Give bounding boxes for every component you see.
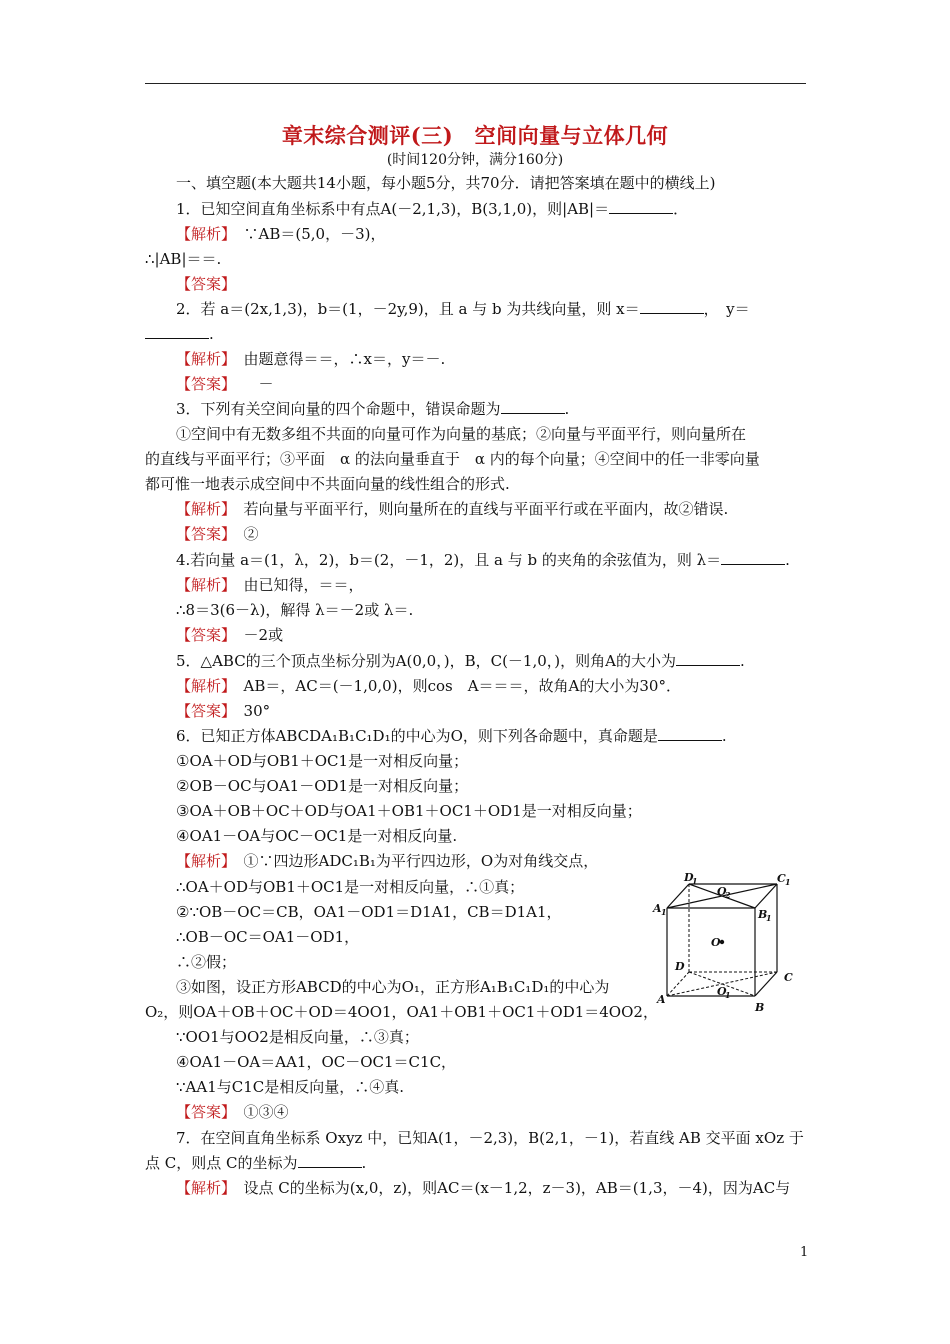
q6-option-4: ④OA1－OA与OC－OC1是一对相反向量. [176, 827, 458, 845]
jiexi-tag: 【解析】 [176, 225, 229, 243]
q6-solution-8: ∵OO1与OO2是相反向量，∴③真； [176, 1028, 419, 1046]
svg-text:1: 1 [661, 907, 667, 917]
q6-solution-5: ∴②假； [176, 953, 237, 971]
daan-tag: 【答案】 [176, 525, 229, 543]
jiexi-tag: 【解析】 [176, 576, 229, 594]
label-a: A [657, 993, 666, 1006]
q6-answer: 【答案】 ①③④ [176, 1103, 289, 1121]
q6-solution: 【解析】 ①∵四边形ADC₁B₁为平行四边形，O为对角线交点， [176, 852, 599, 870]
q6-solution-2: ∴OA＋OD与OB1＋OC1是一对相反向量，∴①真； [176, 878, 525, 896]
header-rule [145, 83, 806, 84]
q6-option-1: ①OA＋OD与OB1＋OC1是一对相反向量； [176, 752, 469, 770]
q5-stem: 5．△ABC的三个顶点坐标分别为A(0,0，)，B，C(－1,0，)，则角A的大小为 . [176, 652, 745, 670]
page-number: 1 [800, 1245, 809, 1260]
q7-stem: 7．在空间直角坐标系 Oxyz 中，已知A(1，－2,3)，B(2,1，－1)，若直线 AB 交平面 xOz 于 [176, 1129, 804, 1147]
svg-text:1: 1 [785, 877, 791, 887]
q2-answer: 【答案】 － [176, 375, 274, 393]
q1-solution-2: ∴|AB|＝＝. [145, 250, 222, 268]
q3-stem: 3．下列有关空间向量的四个命题中，错误命题为 . [176, 400, 570, 418]
q2-stem-2: . [145, 324, 214, 344]
q3-answer: 【答案】 ② [176, 525, 259, 543]
q5-solution: 【解析】 AB＝，AC＝(－1,0,0)，则cos A＝＝＝，故角A的大小为30°． [176, 677, 681, 695]
q6-solution-4: ∴OB－OC＝OA1－OD1， [176, 928, 360, 946]
section-heading: 一、填空题(本大题共14小题，每小题5分，共70分．请把答案填在题中的横线上) [176, 174, 716, 192]
label-o2: O [717, 885, 727, 898]
q2-stem: 2．若 a＝(2x,1,3)，b＝(1，－2y,9)，且 a 与 b 为共线向量，则 x＝ ， y＝ [176, 300, 750, 318]
q4-solution: 【解析】 由已知得，＝＝， [176, 576, 364, 594]
daan-tag: 【答案】 [176, 275, 229, 293]
q3-options-3: 都可惟一地表示成空间中不共面向量的线性组合的形式. [145, 475, 510, 493]
label-b: B [755, 1001, 765, 1014]
jiexi-tag: 【解析】 [176, 852, 229, 870]
q1-solution: 【解析】 ∵AB＝(5,0，－3)， [176, 225, 386, 243]
q6-solution-6: ③如图，设正方形ABCD的中心为O₁，正方形A₁B₁C₁D₁的中心为 [176, 978, 610, 996]
q2-solution: 【解析】 由题意得＝＝，∴x＝，y＝－. [176, 350, 446, 368]
jiexi-tag: 【解析】 [176, 677, 229, 695]
svg-text:1: 1 [692, 876, 698, 886]
daan-tag: 【答案】 [176, 375, 229, 393]
q4-answer: 【答案】 －2或 [176, 626, 284, 644]
q6-solution-9: ④OA1－OA＝AA1，OC－OC1＝C1C， [176, 1053, 457, 1071]
jiexi-tag: 【解析】 [176, 1179, 229, 1197]
q4-stem: 4.若向量 a＝(1，λ，2)，b＝(2，－1，2)，且 a 与 b 的夹角的余弦值为，则 λ＝ . [176, 551, 790, 569]
q1-stem: 1．已知空间直角坐标系中有点A(－2,1,3)，B(3,1,0)，则|AB|＝ ． [176, 200, 689, 218]
cube-figure [651, 866, 801, 1016]
label-d: D [675, 960, 685, 973]
jiexi-tag: 【解析】 [176, 500, 229, 518]
q3-options-2: 的直线与平面平行；③平面 α 的法向量垂直于 α 内的每个向量；④空间中的任一非零向量 [145, 450, 760, 468]
daan-tag: 【答案】 [176, 1103, 229, 1121]
label-d1: D [684, 871, 694, 884]
q6-stem: 6．已知正方体ABCDA₁B₁C₁D₁的中心为O，则下列各命题中，真命题是 . [176, 727, 727, 745]
edge-bc [755, 972, 777, 996]
q4-solution-2: ∴8＝3(6－λ)，解得 λ＝－2或 λ＝. [176, 601, 414, 619]
q6-option-3: ③OA＋OB＋OC＋OD与OA1＋OB1＋OC1＋OD1是一对相反向量； [176, 802, 642, 820]
q6-option-2: ②OB－OC与OA1－OD1是一对相反向量； [176, 777, 469, 795]
svg-text:1: 1 [725, 990, 731, 1000]
page-title: 章末综合测评(三) 空间向量与立体几何 [281, 123, 669, 148]
jiexi-tag: 【解析】 [176, 350, 229, 368]
q3-options-1: ①空间中有无数多组不共面的向量可作为向量的基底；②向量与平面平行，则向量所在 [176, 425, 747, 443]
label-a1: A [653, 902, 662, 915]
q3-solution: 【解析】 若向量与平面平行，则向量所在的直线与平面平行或在平面内，故②错误. [176, 500, 729, 518]
daan-tag: 【答案】 [176, 702, 229, 720]
label-o1: O [717, 985, 727, 998]
edge-ad-hidden [667, 972, 689, 996]
label-o: O [711, 936, 721, 949]
q6-solution-3: ②∵OB－OC＝CB，OA1－OD1＝D1A1，CB＝D1A1， [176, 903, 562, 921]
label-c: C [784, 971, 793, 984]
q6-solution-7: O₂，则OA＋OB＋OC＋OD＝4OO1，OA1＋OB1＋OC1＋OD1＝4OO2， [145, 1003, 658, 1021]
svg-text:1: 1 [766, 913, 772, 923]
q1-answer [176, 274, 244, 294]
label-b1: B [758, 908, 768, 921]
q7-solution: 【解析】 设点 C的坐标为(x,0，z)，则AC＝(x－1,2，z－3)，AB＝(1,3，－4)，因为AC与 [176, 1179, 791, 1197]
page-subtitle: (时间120分钟，满分160分) [386, 152, 564, 168]
q7-stem-2: 点 C，则点 C的坐标为 . [145, 1154, 367, 1172]
svg-text:2: 2 [725, 890, 731, 900]
daan-tag: 【答案】 [176, 626, 229, 644]
q6-solution-10: ∵AA1与C1C是相反向量，∴④真. [176, 1078, 405, 1096]
label-c1: C [777, 872, 786, 885]
q5-answer: 【答案】 30° [176, 702, 271, 720]
